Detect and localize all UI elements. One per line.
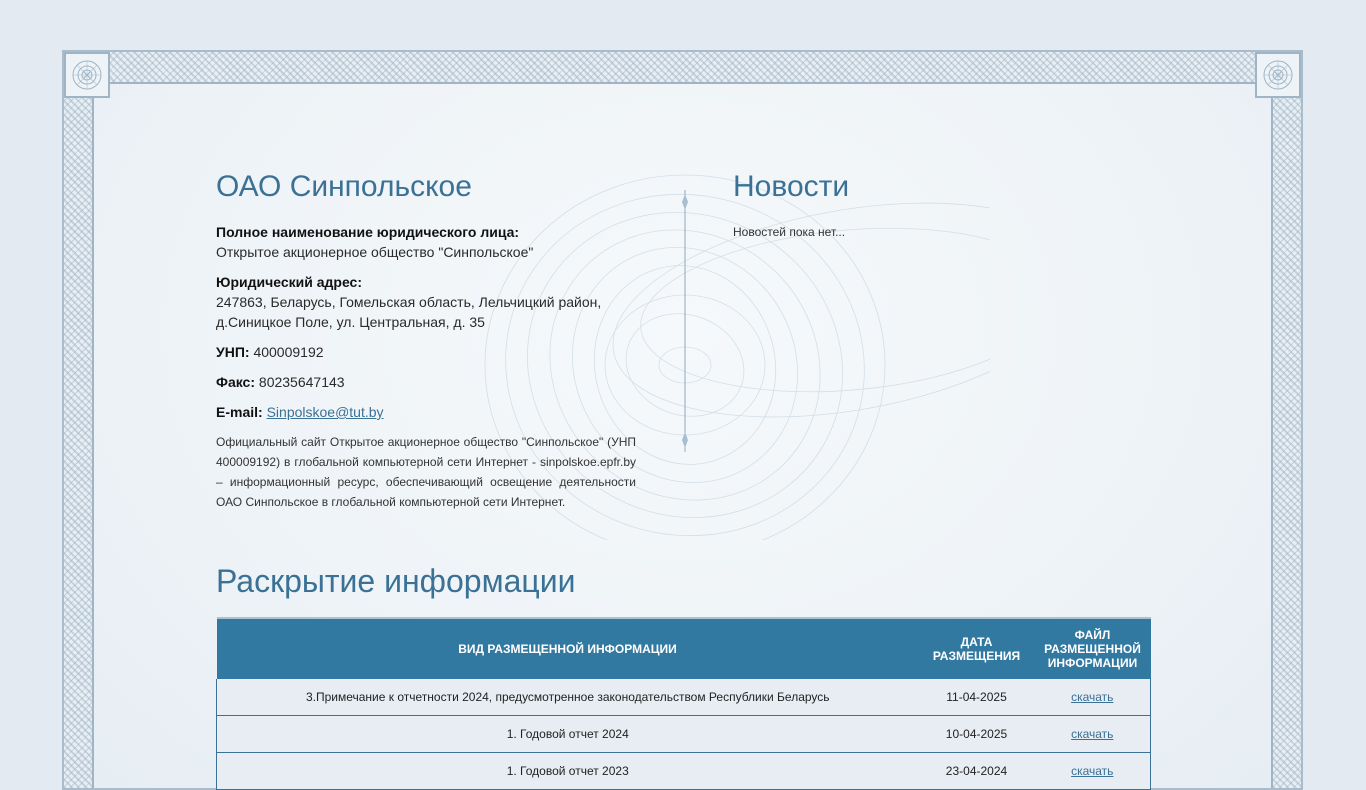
fax-value: 80235647143 (258, 374, 345, 390)
disclosure-table-wrap (216, 617, 1150, 790)
full-name-field (216, 222, 636, 262)
row-date: 23-04-2024 (919, 753, 1035, 790)
table-row (217, 716, 1151, 753)
download-link[interactable]: скачать (1071, 727, 1114, 741)
news-empty-text: Новостей пока нет... (733, 225, 846, 239)
news-section (733, 168, 1153, 242)
disclosure-table (216, 617, 1151, 790)
address-label: Юридический адрес: (216, 274, 362, 290)
company-title: ОАО Синпольское (216, 170, 472, 203)
fax-label: Факс: (216, 374, 256, 390)
address-line-2: д.Синицкое Поле, ул. Центральная, д. 35 (216, 314, 485, 330)
email-link[interactable]: Sinpolskoe@tut.by (266, 404, 384, 420)
row-type: 3.Примечание к отчетности 2024, предусмотренное законодательством Республики Беларусь (217, 679, 919, 716)
full-name-label: Полное наименование юридического лица: (216, 224, 520, 240)
header-file: ФАЙЛ РАЗМЕЩЕННОЙ ИНФОРМАЦИИ (1035, 618, 1151, 679)
row-type: 1. Годовой отчет 2023 (217, 753, 919, 790)
address-line-1: 247863, Беларусь, Гомельская область, Лельчицкий район, (216, 294, 602, 310)
news-title: Новости (733, 170, 850, 203)
email-label: E-mail: (216, 404, 263, 420)
fax-field (216, 372, 636, 392)
company-info (216, 168, 636, 512)
disclosure-title: Раскрытие информации (216, 563, 576, 599)
corner-ornament-icon (64, 52, 110, 98)
unp-label: УНП: (216, 344, 250, 360)
header-date: ДАТА РАЗМЕЩЕНИЯ (919, 618, 1035, 679)
row-type: 1. Годовой отчет 2024 (217, 716, 919, 753)
row-file-cell (1035, 753, 1151, 790)
unp-value: 400009192 (253, 344, 324, 360)
row-date: 11-04-2025 (919, 679, 1035, 716)
download-link[interactable]: скачать (1071, 690, 1114, 704)
unp-field (216, 342, 636, 362)
column-divider (678, 190, 692, 452)
row-date: 10-04-2025 (919, 716, 1035, 753)
table-row (217, 753, 1151, 790)
corner-ornament-icon (1255, 52, 1301, 98)
site-description: Официальный сайт Открытое акционерное общество "Синпольское" (УНП 400009192) в глобальной компьютерной сети Интернет - sinpolskoe.epfr.by – информационный ресурс, обеспечивающий освещение деятельности ОАО Синпольское в глобальной компьютерной сети Интернет. (216, 435, 636, 509)
row-file-cell (1035, 716, 1151, 753)
table-row (217, 679, 1151, 716)
table-header-row (217, 618, 1151, 679)
header-type: ВИД РАЗМЕЩЕННОЙ ИНФОРМАЦИИ (217, 618, 919, 679)
row-file-cell (1035, 679, 1151, 716)
download-link[interactable]: скачать (1071, 764, 1114, 778)
full-name-value: Открытое акционерное общество "Синпольское" (216, 244, 534, 260)
address-field (216, 272, 636, 332)
email-field (216, 402, 636, 422)
